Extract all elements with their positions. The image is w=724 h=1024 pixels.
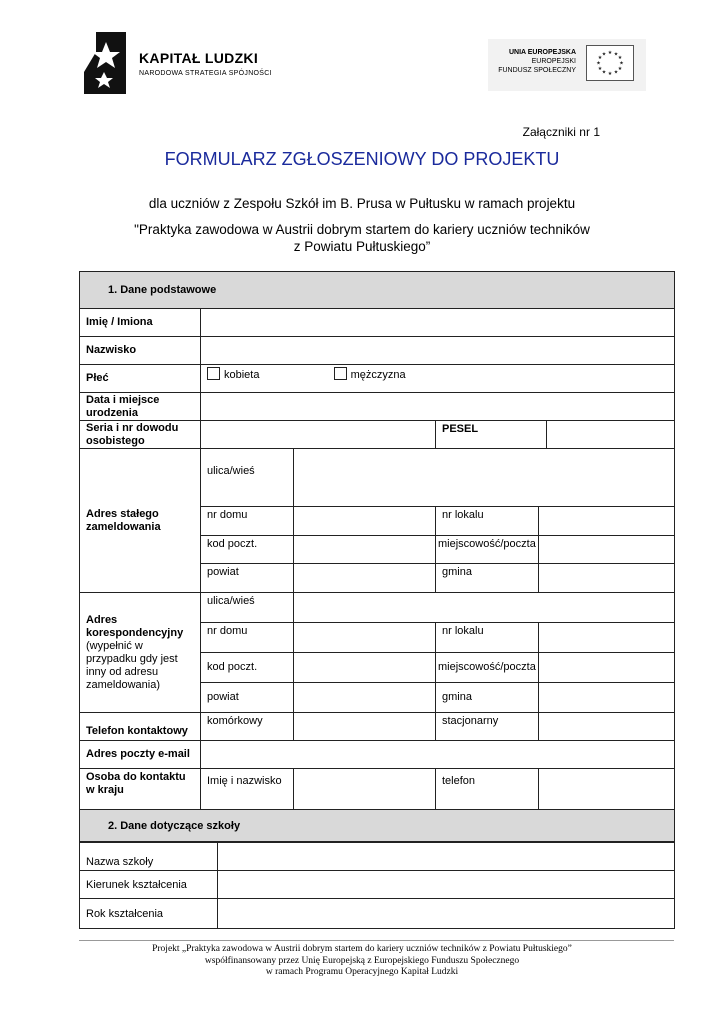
contact-phone-field[interactable] xyxy=(539,769,675,810)
footer-line1: Projekt „Praktyka zawodowa w Austrii dobrym startem do kariery uczniów techników z Powiatu Pułtuskiego” xyxy=(152,944,572,954)
kapital-ludzki-title: KAPITAŁ LUDZKI xyxy=(139,50,259,66)
perm-city-field[interactable] xyxy=(539,536,675,564)
corr-flat-no-field[interactable] xyxy=(539,623,675,653)
last-name-field[interactable] xyxy=(201,337,675,365)
corr-commune-field[interactable] xyxy=(539,683,675,713)
footer-divider xyxy=(79,940,674,941)
field-of-study-label: Kierunek kształcenia xyxy=(80,871,218,899)
corr-house-no-field[interactable] xyxy=(294,623,436,653)
email-label: Adres poczty e-mail xyxy=(80,741,201,769)
female-label: kobieta xyxy=(224,369,260,381)
svg-text:★: ★ xyxy=(597,55,603,61)
perm-county-field[interactable] xyxy=(294,564,436,593)
corr-city-field[interactable] xyxy=(539,653,675,683)
birth-date-place-label: Data i miejsce urodzenia xyxy=(80,393,201,421)
mobile-label: komórkowy xyxy=(201,713,294,741)
email-field[interactable] xyxy=(201,741,675,769)
corr-commune-label: gmina xyxy=(436,683,539,713)
basic-data-table xyxy=(79,271,675,843)
perm-commune-label: gmina xyxy=(436,564,539,593)
sex-options xyxy=(201,365,675,393)
corr-street-label: ulica/wieś xyxy=(201,593,294,623)
corr-city-label: miejscowość/poczta xyxy=(436,653,539,683)
landline-label: stacjonarny xyxy=(436,713,539,741)
svg-text:★: ★ xyxy=(613,51,619,58)
phone-label: Telefon kontaktowy xyxy=(80,713,201,741)
perm-street-field[interactable] xyxy=(294,449,675,507)
correspondence-address-label: Adres korespondencyjny (wypełnić w przypadku gdy jest inny od adresu zameldowania) xyxy=(80,593,201,713)
corr-postcode-field[interactable] xyxy=(294,653,436,683)
eu-logo-line2: EUROPEJSKI xyxy=(531,58,576,65)
svg-text:★: ★ xyxy=(613,69,619,76)
perm-postcode-field[interactable] xyxy=(294,536,436,564)
pesel-field[interactable] xyxy=(547,421,675,449)
id-card-field[interactable] xyxy=(201,421,436,449)
birth-date-place-field[interactable] xyxy=(201,393,675,421)
first-name-label: Imię / Imiona xyxy=(80,309,201,337)
svg-text:★: ★ xyxy=(601,51,607,58)
year-of-study-label: Rok kształcenia xyxy=(80,899,218,929)
kapital-ludzki-logo xyxy=(84,32,304,94)
project-name xyxy=(0,221,724,255)
corr-postcode-label: kod poczt. xyxy=(201,653,294,683)
page-subtitle: dla uczniów z Zespołu Szkół im B. Prusa w Pułtusku w ramach projektu xyxy=(148,196,576,211)
perm-city-label: miejscowość/poczta xyxy=(436,536,539,564)
project-name-line1: "Praktyka zawodowa w Austrii dobrym startem do kariery uczniów techników xyxy=(134,222,590,237)
perm-commune-field[interactable] xyxy=(539,564,675,593)
svg-text:★: ★ xyxy=(597,66,603,72)
perm-street-label: ulica/wieś xyxy=(201,449,294,507)
svg-text:★: ★ xyxy=(617,55,623,61)
eu-flag-icon xyxy=(586,45,634,81)
female-checkbox[interactable] xyxy=(207,367,220,380)
section-school-data: 2. Dane dotyczące szkoły xyxy=(80,810,675,843)
corr-county-field[interactable] xyxy=(294,683,436,713)
id-card-label: Seria i nr dowodu osobistego xyxy=(80,421,201,449)
eu-logo-line3: FUNDUSZ SPOŁECZNY xyxy=(498,67,576,74)
kapital-ludzki-emblem-icon xyxy=(84,32,134,94)
correspondence-address-note: (wypełnić w przypadku gdy jest inny od adresu zameldowania) xyxy=(86,639,178,691)
field-of-study-field[interactable] xyxy=(218,871,675,899)
male-checkbox[interactable] xyxy=(334,367,347,380)
landline-field[interactable] xyxy=(539,713,675,741)
svg-text:★: ★ xyxy=(607,50,613,56)
corr-street-field[interactable] xyxy=(294,593,675,623)
svg-text:★: ★ xyxy=(617,66,623,72)
last-name-label: Nazwisko xyxy=(80,337,201,365)
permanent-address-label: Adres stałego zameldowania xyxy=(80,449,201,593)
perm-house-no-label: nr domu xyxy=(201,507,294,536)
contact-name-field[interactable] xyxy=(294,769,436,810)
svg-text:★: ★ xyxy=(607,71,613,77)
first-name-field[interactable] xyxy=(201,309,675,337)
corr-flat-no-label: nr lokalu xyxy=(436,623,539,653)
eu-logo xyxy=(488,39,646,91)
perm-postcode-label: kod poczt. xyxy=(201,536,294,564)
footer-line3: w ramach Programu Operacyjnego Kapitał Ludzki xyxy=(265,967,459,977)
svg-text:★: ★ xyxy=(596,60,601,67)
mobile-field[interactable] xyxy=(294,713,436,741)
school-name-label: Nazwa szkoły xyxy=(80,842,218,871)
svg-text:★: ★ xyxy=(601,69,607,76)
corr-house-no-label: nr domu xyxy=(201,623,294,653)
project-name-line2: z Powiatu Pułtuskiego” xyxy=(293,239,431,254)
pesel-label: PESEL xyxy=(436,421,547,449)
perm-house-no-field[interactable] xyxy=(294,507,436,536)
perm-flat-no-label: nr lokalu xyxy=(436,507,539,536)
annex-label: Załączniki nr 1 xyxy=(522,125,600,139)
contact-person-label: Osoba do kontaktu w kraju xyxy=(80,769,201,810)
eu-logo-line1: UNIA EUROPEJSKA xyxy=(508,49,576,56)
svg-text:★: ★ xyxy=(619,60,624,67)
kapital-ludzki-subtitle: NARODOWA STRATEGIA SPÓJNOŚCI xyxy=(139,70,272,77)
perm-county-label: powiat xyxy=(201,564,294,593)
year-of-study-field[interactable] xyxy=(218,899,675,929)
corr-county-label: powiat xyxy=(201,683,294,713)
contact-name-label: Imię i nazwisko xyxy=(201,769,294,810)
section-basic-data: 1. Dane podstawowe xyxy=(80,272,675,309)
footer xyxy=(0,944,724,979)
footer-line2: współfinansowany przez Unię Europejską z Europejskiego Funduszu Społecznego xyxy=(204,955,520,966)
page-title: FORMULARZ ZGŁOSZENIOWY DO PROJEKTU xyxy=(164,149,560,169)
perm-flat-no-field[interactable] xyxy=(539,507,675,536)
male-label: mężczyzna xyxy=(350,369,406,381)
school-name-field[interactable] xyxy=(218,842,675,871)
contact-phone-label: telefon xyxy=(436,769,539,810)
sex-label: Płeć xyxy=(80,365,201,393)
school-data-table xyxy=(79,841,675,929)
